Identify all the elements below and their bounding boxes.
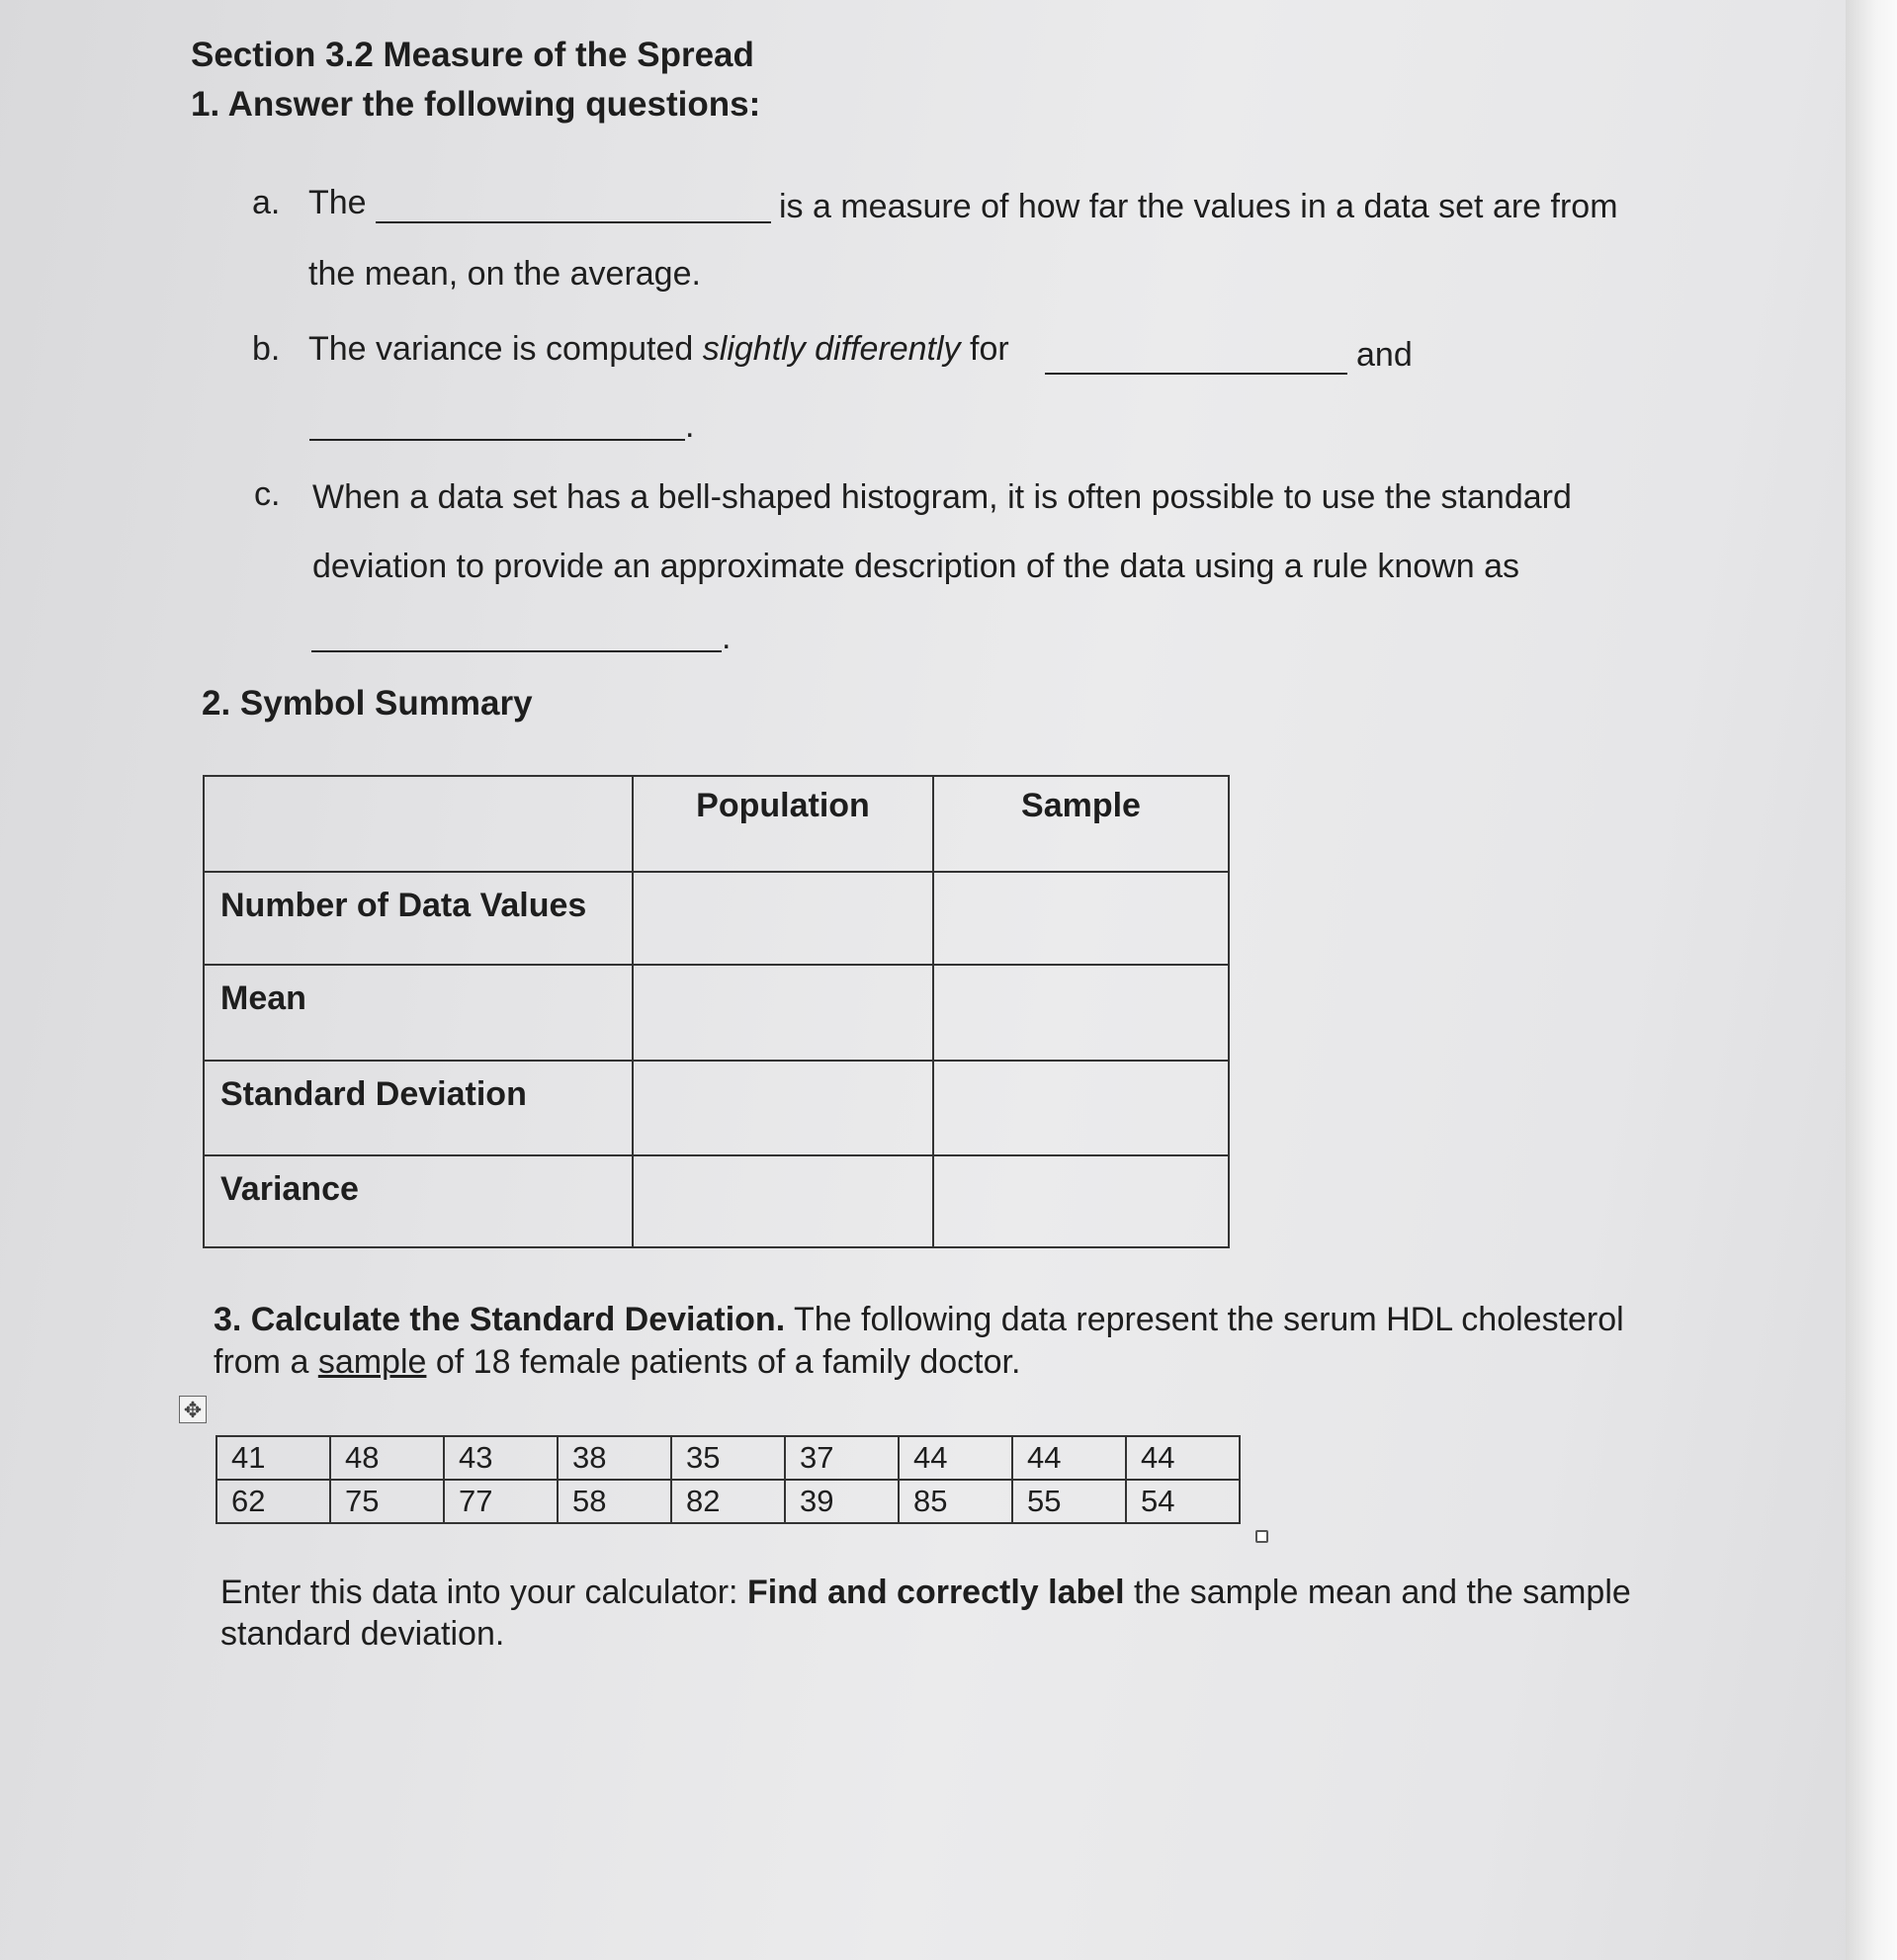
data-cell: 44 <box>899 1436 1012 1480</box>
q1b-text-for: for <box>960 330 1009 368</box>
instruction-before: Enter this data into your calculator: <box>220 1574 747 1611</box>
question-1-title: 1. Answer the following questions: <box>191 85 761 124</box>
sample-variance-cell[interactable] <box>933 1155 1229 1247</box>
row-label-variance: Variance <box>204 1155 633 1247</box>
question-3-sample-word: sample <box>317 1343 427 1381</box>
population-variance-cell[interactable] <box>633 1155 933 1247</box>
q1b-period: . <box>685 407 695 445</box>
data-cell: 43 <box>444 1436 558 1480</box>
data-cell: 37 <box>785 1436 899 1480</box>
page-edge <box>1846 0 1897 1960</box>
population-number-cell[interactable] <box>633 872 933 965</box>
q1b-text-italic: slightly differently <box>702 330 961 368</box>
q1c-letter: c. <box>254 475 281 513</box>
data-cell: 77 <box>444 1480 558 1523</box>
population-header: Population <box>633 776 933 872</box>
data-cell: 75 <box>330 1480 444 1523</box>
data-cell: 35 <box>671 1436 785 1480</box>
instruction-bold: Find and correctly label <box>746 1574 1125 1611</box>
row-label-standard-deviation: Standard Deviation <box>204 1061 633 1155</box>
q1b-text-and: and <box>1356 336 1413 374</box>
data-cell: 62 <box>216 1480 330 1523</box>
q1c-line2: deviation to provide an approximate description of the data using a rule known as <box>312 548 1519 585</box>
data-cell: 54 <box>1126 1480 1240 1523</box>
question-2-title: 2. Symbol Summary <box>202 684 533 723</box>
row-label-number-of-data-values: Number of Data Values <box>204 872 633 965</box>
q1c-answer-blank[interactable] <box>311 650 722 652</box>
question-3-text1: The following data represent the serum HDL cholesterol <box>785 1301 1624 1338</box>
table-header-row <box>204 776 1229 872</box>
question-3-line1 <box>214 1301 1624 1339</box>
q1c-period: . <box>722 619 732 656</box>
sample-sd-cell[interactable] <box>933 1061 1229 1155</box>
question-3-title: 3. Calculate the Standard Deviation. <box>214 1301 786 1338</box>
row-label-mean: Mean <box>204 965 633 1061</box>
header-empty-cell <box>204 776 633 872</box>
symbol-summary-table <box>203 775 1230 1248</box>
section-title: Section 3.2 Measure of the Spread <box>191 36 754 74</box>
population-mean-cell[interactable] <box>633 965 933 1061</box>
data-cell: 38 <box>558 1436 671 1480</box>
data-cell: 44 <box>1126 1436 1240 1480</box>
table-row <box>204 1061 1229 1155</box>
table-row <box>216 1436 1240 1480</box>
population-sd-cell[interactable] <box>633 1061 933 1155</box>
q1a-line2: the mean, on the average. <box>308 255 701 293</box>
sample-header: Sample <box>933 776 1229 872</box>
q1b-answer-blank-2[interactable] <box>309 439 685 441</box>
q1a-text-before: The <box>308 184 367 221</box>
table-row <box>204 1155 1229 1247</box>
data-cell: 48 <box>330 1436 444 1480</box>
question-3-text2-before: from a <box>214 1343 318 1381</box>
q1b-text-plain: The variance is computed <box>308 330 703 368</box>
instruction-after: the sample mean and the sample <box>1124 1574 1631 1611</box>
question-3-line2 <box>214 1343 1020 1382</box>
data-cell: 85 <box>899 1480 1012 1523</box>
resize-handle-icon[interactable] <box>1255 1530 1268 1543</box>
table-row <box>216 1480 1240 1523</box>
instruction-line1 <box>220 1574 1631 1612</box>
question-3-text2-after: of 18 female patients of a family doctor. <box>426 1343 1021 1381</box>
table-row <box>204 965 1229 1061</box>
instruction-line2: standard deviation. <box>220 1615 505 1653</box>
data-cell: 41 <box>216 1436 330 1480</box>
data-cell: 55 <box>1012 1480 1126 1523</box>
q1c-line1: When a data set has a bell-shaped histogram, it is often possible to use the standard <box>312 478 1572 516</box>
q1b-answer-blank-1[interactable] <box>1045 373 1347 375</box>
q1a-answer-blank[interactable] <box>376 221 771 223</box>
data-cell: 58 <box>558 1480 671 1523</box>
q1a-letter: a. <box>252 184 281 221</box>
data-cell: 82 <box>671 1480 785 1523</box>
move-icon[interactable]: ✥ <box>179 1396 207 1423</box>
cholesterol-data-table <box>216 1435 1241 1524</box>
table-row <box>204 872 1229 965</box>
sample-mean-cell[interactable] <box>933 965 1229 1061</box>
q1a-text-after: is a measure of how far the values in a data set are from <box>779 188 1618 225</box>
data-cell: 44 <box>1012 1436 1126 1480</box>
q1b-letter: b. <box>252 330 281 368</box>
data-cell: 39 <box>785 1480 899 1523</box>
q1b-text <box>308 330 1009 369</box>
sample-number-cell[interactable] <box>933 872 1229 965</box>
